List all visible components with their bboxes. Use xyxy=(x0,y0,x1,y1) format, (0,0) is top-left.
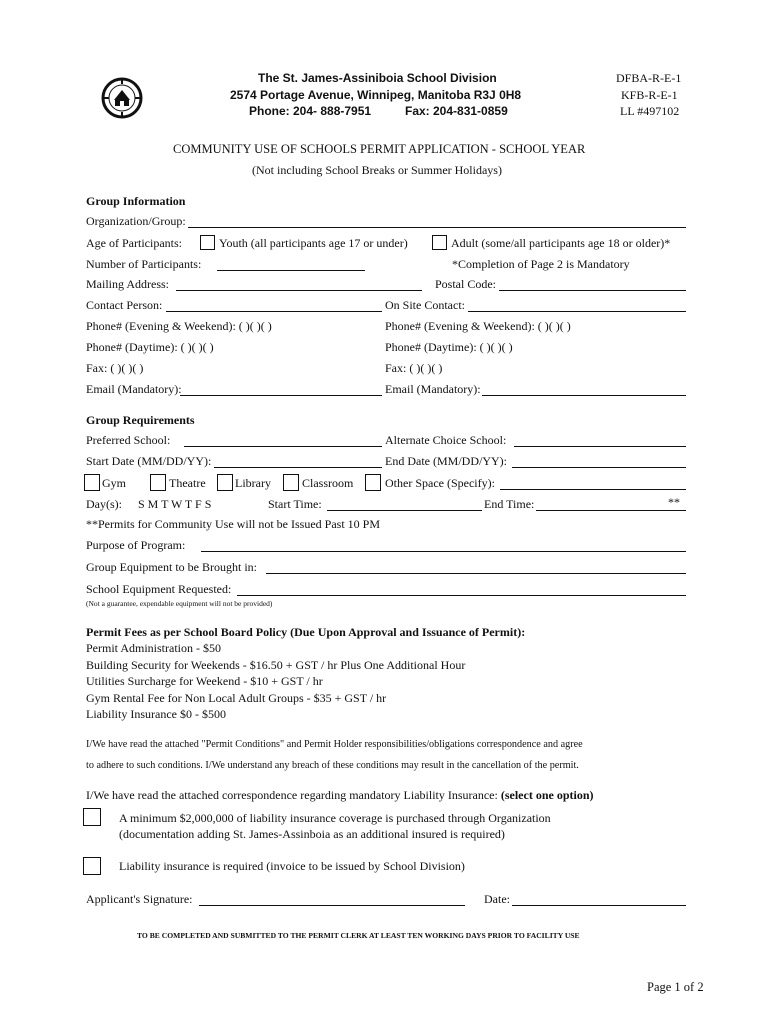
equipment-requested-label: School Equipment Requested: xyxy=(86,582,232,596)
page-number: Page 1 of 2 xyxy=(647,980,704,994)
theatre-label: Theatre xyxy=(169,476,206,490)
agreement-line-2: to adhere to such conditions. I/We understand any breach of these conditions may result in the cancellation of the permit. xyxy=(86,760,579,771)
insurance-text: I/We have read the attached correspondence regarding mandatory Liability Insurance: xyxy=(86,788,501,802)
postal-label: Postal Code: xyxy=(435,277,497,291)
purpose-label: Purpose of Program: xyxy=(86,538,186,552)
organization-label: Organization/Group: xyxy=(86,214,186,228)
submission-note: TO BE COMPLETED AND SUBMITTED TO THE PERMIT CLERK AT LEAST TEN WORKING DAYS PRIOR TO FACILITY USE xyxy=(137,931,580,940)
group-req-heading: Group Requirements xyxy=(86,413,195,427)
preferred-school-field[interactable] xyxy=(184,446,382,447)
insurance-select-note: (select one option) xyxy=(500,788,594,802)
classroom-checkbox[interactable] xyxy=(283,474,299,491)
alternate-school-field[interactable] xyxy=(514,446,686,447)
insurance-option-1-line2: (documentation adding St. James-Assinboia as an additional insured is required) xyxy=(119,827,505,841)
postal-field[interactable] xyxy=(499,290,686,291)
org-fax: Fax: 204-831-0859 xyxy=(405,104,508,118)
theatre-checkbox[interactable] xyxy=(150,474,166,491)
fee-item: Building Security for Weekends - $16.50 + GST / hr Plus One Additional Hour xyxy=(86,658,466,672)
equipment-requested-field[interactable] xyxy=(237,595,686,596)
insurance-option-2-label: Liability insurance is required (invoice to be issued by School Division) xyxy=(119,859,465,873)
other-space-checkbox[interactable] xyxy=(365,474,381,491)
end-date-field[interactable] xyxy=(512,467,686,468)
phone-evening-right[interactable]: Phone# (Evening & Weekend): ( )( )( ) xyxy=(385,319,571,333)
participants-field[interactable] xyxy=(217,270,365,271)
form-code-3: LL #497102 xyxy=(620,104,680,118)
mailing-label: Mailing Address: xyxy=(86,277,169,291)
permit-time-note: **Permits for Community Use will not be Issued Past 10 PM xyxy=(86,517,380,531)
date-field[interactable] xyxy=(512,905,686,906)
end-time-field[interactable] xyxy=(536,510,686,511)
equipment-brought-label: Group Equipment to be Brought in: xyxy=(86,560,257,574)
email-right-label: Email (Mandatory): xyxy=(385,382,481,396)
date-label: Date: xyxy=(484,892,510,906)
signature-label: Applicant's Signature: xyxy=(86,892,193,906)
onsite-label: On Site Contact: xyxy=(385,298,465,312)
phone-day-right[interactable]: Phone# (Daytime): ( )( )( ) xyxy=(385,340,513,354)
fees-heading: Permit Fees as per School Board Policy (Due Upon Approval and Issuance of Permit): xyxy=(86,625,526,639)
contact-field[interactable] xyxy=(166,311,382,312)
start-date-label: Start Date (MM/DD/YY): xyxy=(86,454,212,468)
start-date-field[interactable] xyxy=(214,467,382,468)
signature-field[interactable] xyxy=(199,905,465,906)
purpose-field[interactable] xyxy=(201,551,686,552)
onsite-field[interactable] xyxy=(468,311,686,312)
adult-checkbox[interactable] xyxy=(432,235,447,250)
youth-checkbox[interactable] xyxy=(200,235,215,250)
end-date-label: End Date (MM/DD/YY): xyxy=(385,454,507,468)
equipment-brought-field[interactable] xyxy=(266,573,686,574)
youth-label: Youth (all participants age 17 or under) xyxy=(219,236,408,250)
form-code-1: DFBA-R-E-1 xyxy=(616,71,682,85)
email-right-field[interactable] xyxy=(482,395,686,396)
fee-item: Utilities Surcharge for Weekend - $10 + GST / hr xyxy=(86,674,323,688)
org-name: The St. James-Assiniboia School Division xyxy=(258,71,497,85)
other-space-label: Other Space (Specify): xyxy=(385,476,495,490)
start-time-label: Start Time: xyxy=(268,497,322,511)
classroom-label: Classroom xyxy=(302,476,354,490)
alternate-school-label: Alternate Choice School: xyxy=(385,433,507,447)
other-space-field[interactable] xyxy=(500,489,686,490)
start-time-field[interactable] xyxy=(327,510,482,511)
completion-note: *Completion of Page 2 is Mandatory xyxy=(452,257,630,271)
days-label: Day(s): xyxy=(86,497,122,511)
phone-evening-left[interactable]: Phone# (Evening & Weekend): ( )( )( ) xyxy=(86,319,272,333)
org-address: 2574 Portage Avenue, Winnipeg, Manitoba R3J 0H8 xyxy=(230,88,522,102)
organization-field[interactable] xyxy=(188,227,686,228)
participants-label: Number of Participants: xyxy=(86,257,202,271)
form-code-2: KFB-R-E-1 xyxy=(621,88,678,102)
phone-day-left[interactable]: Phone# (Daytime): ( )( )( ) xyxy=(86,340,214,354)
fax-right[interactable]: Fax: ( )( )( ) xyxy=(385,361,443,375)
email-left-label: Email (Mandatory): xyxy=(86,382,182,396)
contact-label: Contact Person: xyxy=(86,298,163,312)
gym-checkbox[interactable] xyxy=(84,474,100,491)
gym-label: Gym xyxy=(102,476,126,490)
fee-item: Gym Rental Fee for Non Local Adult Groups - $35 + GST / hr xyxy=(86,691,387,705)
end-time-stars: ** xyxy=(668,495,680,509)
fax-left[interactable]: Fax: ( )( )( ) xyxy=(86,361,144,375)
form-title: COMMUNITY USE OF SCHOOLS PERMIT APPLICATION - SCHOOL YEAR xyxy=(173,142,586,156)
fee-item: Permit Administration - $50 xyxy=(86,641,221,655)
fee-item: Liability Insurance $0 - $500 xyxy=(86,707,226,721)
preferred-school-label: Preferred School: xyxy=(86,433,171,447)
age-label: Age of Participants: xyxy=(86,236,182,250)
school-division-seal-icon xyxy=(100,76,144,120)
library-label: Library xyxy=(235,476,271,490)
mailing-field[interactable] xyxy=(176,290,422,291)
group-info-heading: Group Information xyxy=(86,194,186,208)
org-phone: Phone: 204- 888-7951 xyxy=(249,104,372,118)
adult-label: Adult (some/all participants age 18 or older)* xyxy=(451,236,671,250)
insurance-option-2-checkbox[interactable] xyxy=(83,857,101,875)
agreement-line-1: I/We have read the attached "Permit Conditions" and Permit Holder responsibilities/obligations correspondence and agree xyxy=(86,739,583,750)
form-subtitle: (Not including School Breaks or Summer Holidays) xyxy=(252,163,502,177)
insurance-statement xyxy=(86,788,594,803)
end-time-label: End Time: xyxy=(484,497,535,511)
insurance-option-1-line1: A minimum $2,000,000 of liability insurance coverage is purchased through Organization xyxy=(119,811,551,825)
days-of-week[interactable]: S M T W T F S xyxy=(138,497,212,511)
library-checkbox[interactable] xyxy=(217,474,233,491)
email-left-field[interactable] xyxy=(180,395,382,396)
equipment-note: (Not a guarantee, expendable equipment will not be provided) xyxy=(86,599,273,608)
insurance-option-1-checkbox[interactable] xyxy=(83,808,101,826)
